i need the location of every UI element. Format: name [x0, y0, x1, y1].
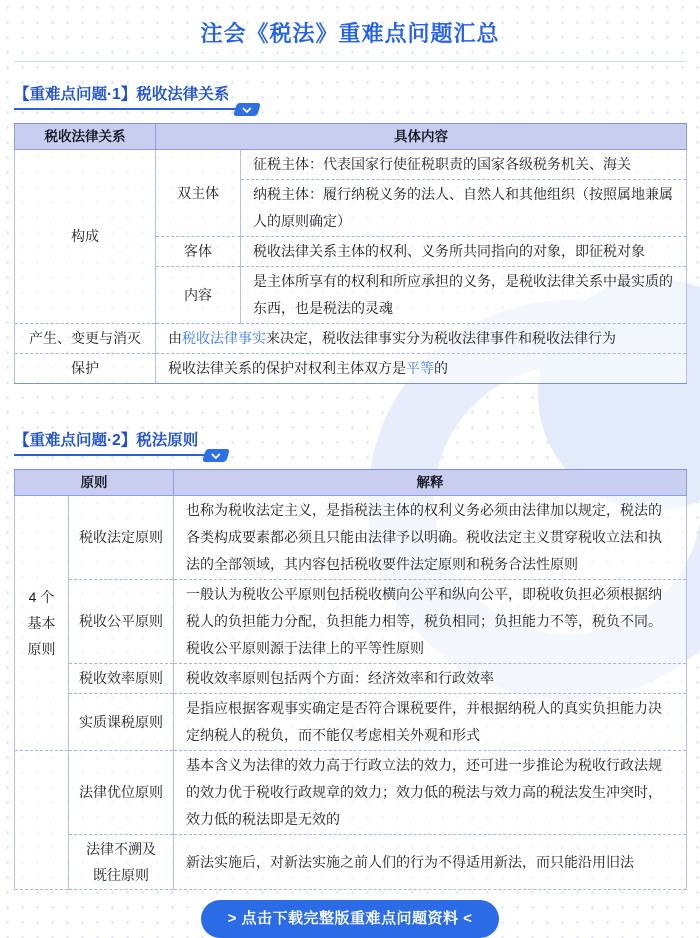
group-line: 原则 [27, 641, 56, 657]
section-2-tag[interactable] [202, 449, 230, 462]
row-label-object: 客体 [156, 237, 241, 267]
text-segment: 来决定，税收法律事实分为税收法律事件和税收法律行为 [266, 330, 616, 346]
row-label-dual-subject: 双主体 [156, 150, 241, 237]
text-segment: 由 [168, 330, 182, 346]
table-row [15, 150, 687, 180]
row-label-birth-change: 产生、变更与消灭 [15, 324, 156, 354]
principle-name-fairness: 税收公平原则 [69, 580, 174, 664]
principle-desc-fairness: 一般认为税收公平原则包括税收横向公平和纵向公平，即税收负担必须根据纳税人的负担能力分配，负担能力相等，税负相同；负担能力不等，税负不同。税收公平原则源于法律上的平等性原则 [174, 580, 687, 664]
name-line: 既往原则 [93, 867, 149, 883]
text-segment: 税收法律关系的保护对权利主体双方是 [168, 360, 406, 376]
section-heading-1 [14, 82, 259, 110]
table-row [15, 751, 687, 835]
section-heading-2 [14, 428, 228, 456]
table-row [15, 496, 687, 580]
text-segment: 的 [434, 360, 448, 376]
principle-name-substance: 实质课税原则 [69, 694, 174, 751]
table-row [15, 664, 687, 694]
principle-desc-priority: 基本含义为法律的效力高于行政立法的效力，还可进一步推论为税收行政法规的效力优于税收行政规章的效力；效力低的税法与效力高的税法发生冲突时，效力低的税法即是无效的 [174, 751, 687, 835]
page-title: 注会《税法》重难点问题汇总 [200, 21, 500, 46]
table-row [15, 580, 687, 664]
principle-name-statutory: 税收法定原则 [69, 496, 174, 580]
cell-content: 是主体所享有的权利和所应承担的义务，是税收法律关系中最实质的东西，也是税法的灵魂 [241, 267, 687, 324]
section-1-tag[interactable] [233, 103, 261, 116]
download-button[interactable]: > 点击下载完整版重难点问题资料 < [201, 900, 500, 938]
principle-desc-non-retroactivity: 新法实施后，对新法实施之前人们的行为不得适用新法，而只能沿用旧法 [174, 835, 687, 890]
tax-legal-relations-table [14, 123, 687, 384]
header-cell-principle: 原则 [15, 470, 174, 496]
principle-desc-efficiency: 税收效率原则包括两个方面：经济效率和行政效率 [174, 664, 687, 694]
table-row [15, 694, 687, 751]
cell-birth-change [156, 324, 687, 354]
principle-name-priority: 法律优位原则 [69, 751, 174, 835]
group-label-empty [15, 751, 69, 890]
table-row [15, 354, 687, 384]
section-1-title: 【重难点问题·1】税收法律关系 [14, 86, 230, 103]
row-label-compose: 构成 [15, 150, 156, 324]
table-row [15, 835, 687, 890]
principle-desc-substance: 是指应根据客观事实确定是否符合课税要件，并根据纳税人的真实负担能力决定纳税人的税负，而不能仅考虑相关外观和形式 [174, 694, 687, 751]
table-row [15, 124, 687, 150]
header-cell-explanation: 解释 [174, 470, 687, 496]
table-row [15, 470, 687, 496]
cell-taxing-subject: 征税主体：代表国家行使征税职责的国家各级税务机关、海关 [241, 150, 687, 180]
header-cell-detail: 具体内容 [156, 124, 687, 150]
section-2-title: 【重难点问题·2】税法原则 [14, 432, 199, 449]
tax-principles-table [14, 469, 687, 890]
principle-name-efficiency: 税收效率原则 [69, 664, 174, 694]
row-label-content: 内容 [156, 267, 241, 324]
name-line: 法律不溯及 [86, 841, 156, 857]
cell-taxpaying-subject: 纳税主体：履行纳税义务的法人、自然人和其他组织（按照属地兼属人的原则确定） [241, 180, 687, 237]
cell-protection [156, 354, 687, 384]
chevron-down-icon [211, 452, 221, 460]
principle-desc-statutory: 也称为税收法定主义，是指税法主体的权利义务必须由法律加以规定，税法的各类构成要素都必须且只能由法律予以明确。税收法定主义贯穿税收立法和执法的全部领域，其内容包括税收要件法定原则和税务合法性原则 [174, 496, 687, 580]
group-line: 基本 [27, 615, 56, 631]
row-label-protection: 保护 [15, 354, 156, 384]
cell-object: 税收法律关系主体的权利、义务所共同指向的对象，即征税对象 [241, 237, 687, 267]
principle-name-non-retroactivity [69, 835, 174, 890]
chevron-down-icon [242, 106, 252, 114]
group-line: 4 个 [28, 589, 55, 605]
header-cell-relation: 税收法律关系 [15, 124, 156, 150]
group-label-four-basic-principles [15, 496, 69, 751]
highlight-equal: 平等 [406, 360, 434, 376]
table-row [15, 324, 687, 354]
highlight-tax-legal-fact: 税收法律事实 [182, 330, 266, 346]
